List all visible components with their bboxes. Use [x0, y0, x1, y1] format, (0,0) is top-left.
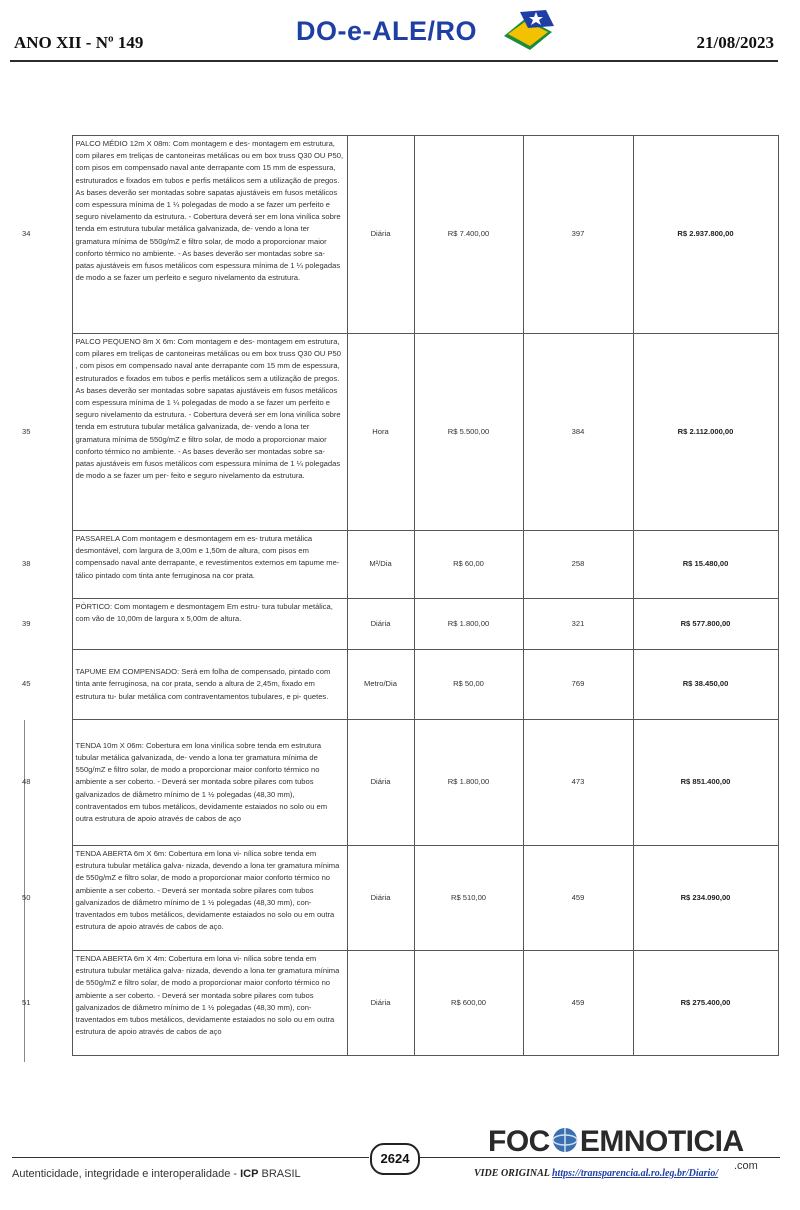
- footer-divider-left: [12, 1157, 369, 1158]
- page-number: 2624: [370, 1143, 420, 1175]
- rondonia-flag-icon: [500, 6, 558, 56]
- table-row: [66, 650, 778, 720]
- table-row: [66, 531, 778, 599]
- item-description: TENDA ABERTA 6m X 4m: Cobertura em lona vi- nílica sobre tenda em estrutura tubular metálica galva- nizada, devendo a lona ter gramatura mínima de 550g/mZ e filtro solar, de modo a proporcionar maior conforto térmico no ambiente a ser coberto. - Deverá ser montada sobre pilares com tubos galvanizados de diâmetro mínimo de 1 ½ polegadas (48,30 mm), con- traventados em tubos metálicos, devidamente estaiados no solo ou em outra estrutura de apoio através de cabos de aço: [72, 951, 347, 1056]
- item-number: 45: [22, 679, 31, 689]
- item-number: 51: [22, 997, 31, 1007]
- item-total: R$ 577.800,00: [633, 599, 778, 650]
- icp-label: ICP: [240, 1168, 259, 1180]
- item-number: 38: [22, 559, 31, 569]
- item-unit-price: R$ 1.800,00: [414, 599, 523, 650]
- item-quantity: 459: [523, 951, 633, 1056]
- item-total: R$ 2.112.000,00: [633, 334, 778, 531]
- item-description: PASSARELA Com montagem e desmontagem em es- trutura metálica desmontável, com largura de 3,00m e 1,50m de altura, com pisos em compensado naval ante derrapante, e revestimentos externos em tapume me- tálico pintado com tinta ante ferruginosa na cor prata.: [72, 531, 347, 599]
- item-unit-price: R$ 510,00: [414, 846, 523, 951]
- item-description: PALCO PEQUENO 8m X 6m: Com montagem e des- montagem em estrutura, com pilares em treliças de cantoneiras metálicas ou em box truss Q30 OU P50 , com pisos em compensado naval ante derrapante com 15 mm de espessura, estruturados e fixados em tubos e perfis metálicos sem a utilização de pregos. As bases deverão ser montadas sobre sapatas ajustáveis em fusos metálicos com espessura mínima de 1 ¼ polegadas de modo a se fazer um perfeito e seguro nivelamento da estrutura. - Cobertura deverá ser em lona vinílica sobre tenda em estrutura tubular metálica galvanizada, de- vendo a lona ter gramatura mínima de 550g/mZ e filtro solar, de modo a proporcionar maior conforto térmico no ambiente. - As bases deverão ser montadas sobre sa- patas ajustáveis em fusos metálicos com espessura mínima de 1 ¼ polegadas de modo a se fazer um per- feito e seguro nivelamento da estrutura.: [72, 334, 347, 531]
- item-quantity: 384: [523, 334, 633, 531]
- brasil-label: BRASIL: [258, 1168, 301, 1180]
- table-row: [66, 599, 778, 650]
- item-total: R$ 15.480,00: [633, 531, 778, 599]
- table-row: [66, 951, 778, 1056]
- issue-number: ANO XII - Nº 149: [14, 33, 144, 52]
- item-unit: Diária: [347, 720, 414, 846]
- table-row: [66, 334, 778, 531]
- authenticity-note: [12, 1168, 301, 1180]
- item-number: 48: [22, 777, 31, 787]
- item-description: TAPUME EM COMPENSADO: Será em folha de compensado, pintado com tinta ante ferruginosa, na cor prata, sendo a altura de 2,45m, fixado em estrutura tu- bular metálica com contraventamentos tubulares, e pi- quetes.: [72, 650, 347, 720]
- item-number: 50: [22, 892, 31, 902]
- brand-part-a: FOC: [488, 1125, 550, 1158]
- item-number: 34: [22, 136, 28, 334]
- item-description: PÓRTICO: Com montagem e desmontagem Em estru- tura tubular metálica, com vão de 10,00m de largura x 5,00m de altura.: [72, 599, 347, 650]
- item-total: R$ 38.450,00: [633, 650, 778, 720]
- item-total: R$ 851.400,00: [633, 720, 778, 846]
- item-description: TENDA 10m X 06m: Cobertura em lona vinílica sobre tenda em estrutura tubular metálica galvanizada, de- vendo a lona ter gramatura mínima de 550g/mZ e filtro solar, de modo a proporcionar maior conforto térmico no ambiente a ser coberto. - Deverá ser montada sobre pilares com tubos galvanizados de diâmetro mínimo de 1 ½ polegadas (48,30 mm), contraventados em tubos metálicos, devidamente estaiados no solo ou em outra estrutura de apoio através de cabos de aço: [72, 720, 347, 846]
- item-unit: Hora: [347, 334, 414, 531]
- globe-icon: [550, 1127, 580, 1153]
- item-total: R$ 234.090,00: [633, 846, 778, 951]
- item-quantity: 321: [523, 599, 633, 650]
- item-unit-price: R$ 7.400,00: [414, 136, 523, 334]
- item-unit-price: R$ 60,00: [414, 531, 523, 599]
- item-quantity: 459: [523, 846, 633, 951]
- transparency-link[interactable]: https://transparencia.al.ro.leg.br/Diario/: [551, 1168, 719, 1179]
- item-total: R$ 2.937.800,00: [633, 136, 778, 334]
- item-quantity: 258: [523, 531, 633, 599]
- item-unit-price: R$ 5.500,00: [414, 334, 523, 531]
- page-header: [0, 0, 800, 64]
- item-unit-price: R$ 600,00: [414, 951, 523, 1056]
- issue-date: 21/08/2023: [696, 33, 774, 52]
- item-quantity: 769: [523, 650, 633, 720]
- item-description: PALCO MÉDIO 12m X 08m: Com montagem e des- montagem em estrutura, com pilares em treliças de cantoneiras metálicas ou em box truss Q30 OU P50, com pisos em compensado naval ante derrapante com 15 mm de espessura, estruturados e fixados em tubos e perfis metálicos sem a utilização de pregos. As bases deverão ser montadas sobre sapatas ajustáveis em fusos metálicos com espessura mínima de 1 ¼ polegadas de modo a se fazer um perfeito e seguro nivelamento da estrutura. - Cobertura deverá ser em lona vinílica sobre tenda em estrutura tubular metálica galvanizada, de- vendo a lona ter gramatura mínima de 550g/mZ e filtro solar, de modo a proporcionar maior conforto térmico no ambiente. - As bases deverão ser montadas sobre sa- patas ajustáveis em fusos metálicos com espessura mínima de 1 ¼ polegadas de modo a se fazer um perfeito e seguro nivelamento da estrutura.: [72, 136, 347, 334]
- vide-label: VIDE ORIGINAL: [474, 1168, 552, 1179]
- item-number: 35: [22, 426, 31, 436]
- item-unit: Metro/Dia: [347, 650, 414, 720]
- items-table: [22, 135, 779, 1056]
- item-description: TENDA ABERTA 6m X 6m: Cobertura em lona vi- nílica sobre tenda em estrutura tubular metálica galva- nizada, devendo a lona ter gramatura mínima de 550g/mZ e filtro solar, de modo a proporcionar maior conforto térmico no ambiente a ser coberto. - Deverá ser montada sobre pilares com tubos galvanizados de diâmetro mínimo de 1 ½ polegadas (48,30 mm), con- traventados em tubos metálicos, devidamente estaiados no solo ou em outra estrutura de apoio através de cabos de aço.: [72, 846, 347, 951]
- header-divider: [10, 60, 778, 62]
- item-unit-price: R$ 50,00: [414, 650, 523, 720]
- item-unit-price: R$ 1.800,00: [414, 720, 523, 846]
- item-total: R$ 275.400,00: [633, 951, 778, 1056]
- item-unit: Diária: [347, 599, 414, 650]
- item-unit: Diária: [347, 136, 414, 334]
- brand-domain: .com: [734, 1160, 758, 1172]
- journal-title: DO-e-ALE/RO: [296, 16, 477, 46]
- item-quantity: 397: [523, 136, 633, 334]
- authenticity-text: Autenticidade, integridade e interoperalidade -: [12, 1168, 241, 1180]
- item-quantity: 473: [523, 720, 633, 846]
- vide-original: [474, 1168, 718, 1179]
- table-row: [66, 846, 778, 951]
- table-row: [66, 720, 778, 846]
- brand-part-b: EMNOTICIA: [579, 1125, 744, 1158]
- item-unit: M²/Dia: [347, 531, 414, 599]
- item-unit: Diária: [347, 951, 414, 1056]
- items-table-container: [22, 135, 772, 1056]
- watermark-brand: [488, 1125, 744, 1159]
- table-row: [66, 136, 778, 334]
- item-number: 39: [22, 618, 31, 628]
- item-unit: Diária: [347, 846, 414, 951]
